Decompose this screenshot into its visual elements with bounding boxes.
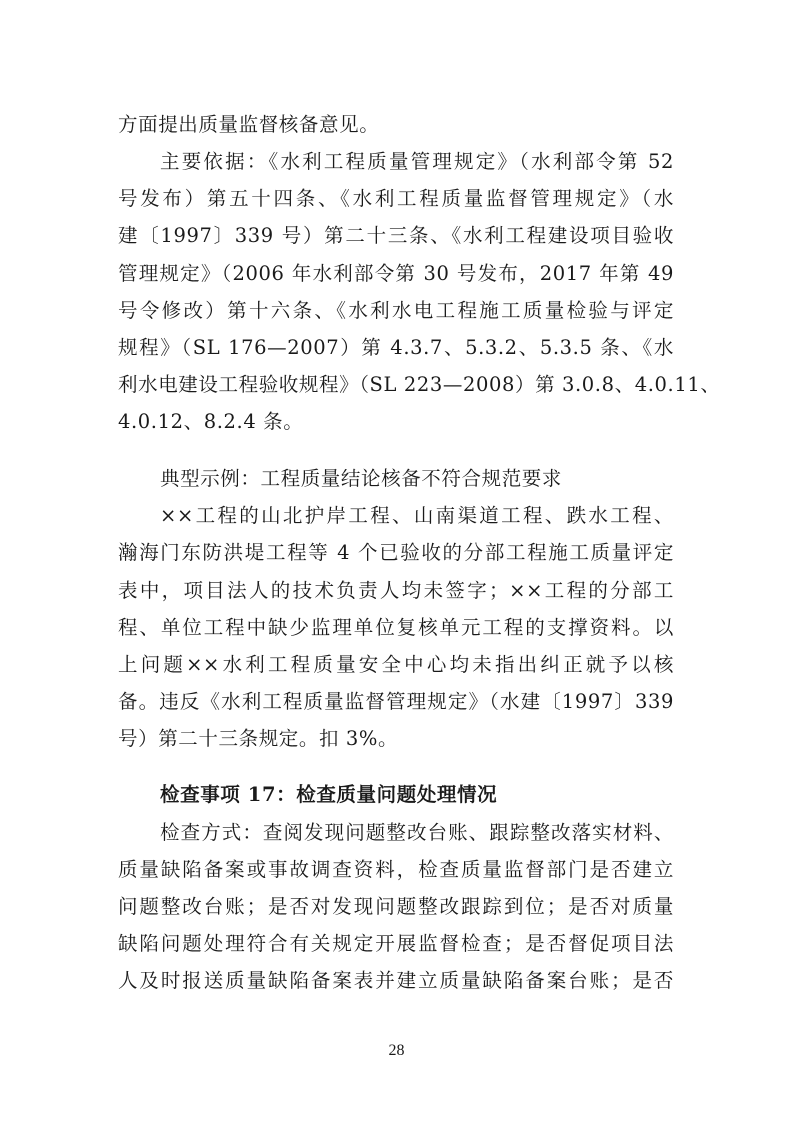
- text-line: 利水电建设工程验收规程》（SL 223—2008）第 3.0.8、4.0.11、: [118, 373, 721, 396]
- text-line: 质量缺陷备案或事故调查资料，检查质量监督部门是否建立: [118, 858, 674, 881]
- text-line: 表中，项目法人的技术负责人均未签字；××工程的分部工: [118, 579, 674, 602]
- section-heading: 检查事项 17：检查质量问题处理情况: [160, 783, 498, 806]
- text-line: 典型示例：工程质量结论核备不符合规范要求: [160, 467, 563, 490]
- text-line: 号）第二十三条规定。扣 3%。: [118, 727, 399, 750]
- text-line: 问题整改台账；是否对发现问题整改跟踪到位；是否对质量: [118, 895, 674, 918]
- text-line: ××工程的山北护岸工程、山南渠道工程、跌水工程、: [160, 504, 674, 527]
- text-line: 方面提出质量监督核备意见。: [118, 113, 380, 136]
- text-line: 检查方式：查阅发现问题整改台账、跟踪整改落实材料、: [160, 821, 674, 844]
- page-number: 28: [388, 1042, 405, 1059]
- text-line: 建〔1997〕339 号）第二十三条、《水利工程建设项目验收: [118, 224, 674, 247]
- text-line: 人及时报送质量缺陷备案表并建立质量缺陷备案台账；是否: [118, 969, 674, 992]
- text-line: 规程》（SL 176—2007）第 4.3.7、5.3.2、5.3.5 条、《水: [118, 336, 674, 359]
- text-line: 主要依据：《水利工程质量管理规定》（水利部令第 52: [160, 150, 674, 173]
- text-line: 管理规定》（2006 年水利部令第 30 号发布，2017 年第 49: [118, 262, 674, 285]
- text-line: 备。违反《水利工程质量监督管理规定》（水建〔1997〕339: [118, 690, 674, 713]
- text-line: 缺陷问题处理符合有关规定开展监督检查；是否督促项目法: [118, 932, 674, 955]
- text-line: 4.0.12、8.2.4 条。: [118, 410, 304, 433]
- text-line: 程、单位工程中缺少监理单位复核单元工程的支撑资料。以: [118, 616, 674, 639]
- text-line: 瀚海门东防洪堤工程等 4 个已验收的分部工程施工质量评定: [118, 541, 674, 564]
- text-line: 号令修改）第十六条、《水利水电工程施工质量检验与评定: [118, 299, 674, 322]
- text-line: 号发布）第五十四条、《水利工程质量监督管理规定》（水: [118, 187, 674, 210]
- text-line: 上问题××水利工程质量安全中心均未指出纠正就予以核: [118, 653, 674, 676]
